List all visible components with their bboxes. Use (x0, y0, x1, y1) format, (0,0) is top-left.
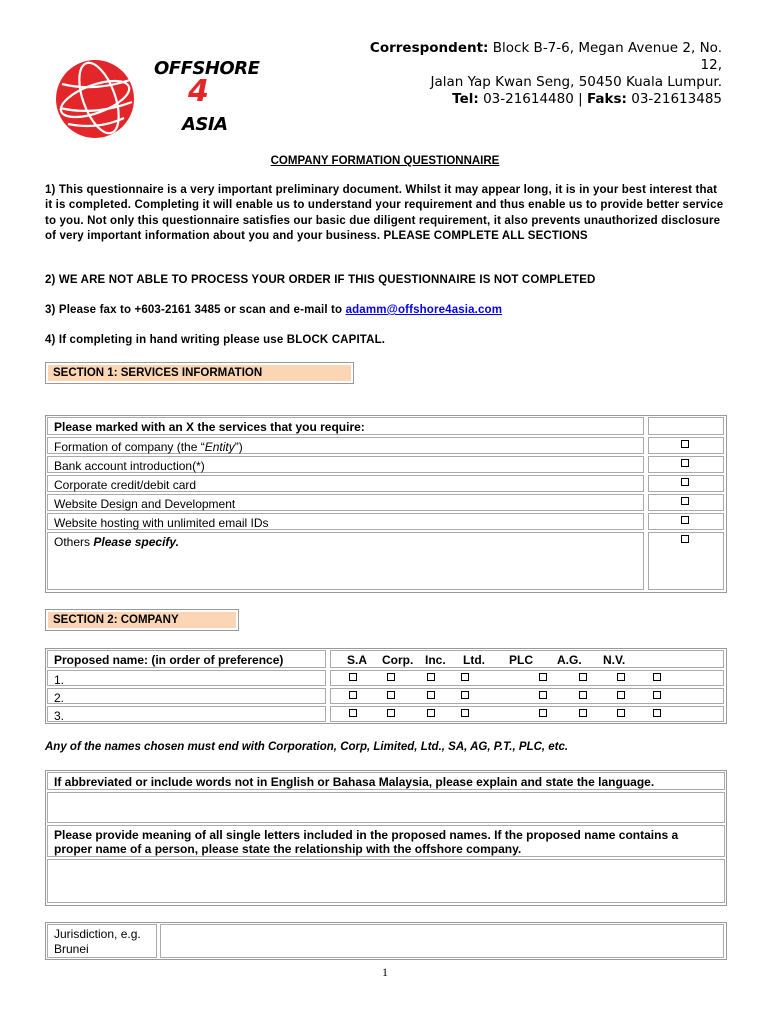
service-checkbox[interactable] (681, 459, 689, 467)
meaning-question: Please provide meaning of all single letters included in the proposed names. If the proposed name contains a proper name of a person, please state the relationship with the offshore company. (47, 825, 725, 857)
separator: | (578, 91, 583, 107)
suffix-checkbox[interactable] (617, 691, 625, 699)
logo-word-offshore: OFFSHORE (154, 58, 260, 79)
suffix-checkbox[interactable] (427, 691, 435, 699)
fax-value: 03-21613485 (631, 91, 722, 107)
fax-label: Faks: (586, 91, 627, 107)
jurisdiction-input[interactable] (160, 924, 724, 958)
meaning-answer-field[interactable] (47, 859, 725, 903)
logo-word-asia: ASIA (182, 114, 228, 135)
address-line-2: 12, (700, 57, 722, 73)
suffix-type: N.V. (603, 653, 626, 667)
suffix-checkbox[interactable] (653, 691, 661, 699)
service-checkbox[interactable] (681, 497, 689, 505)
names-note: Any of the names chosen must end with Corporation, Corp, Limited, Ltd., SA, AG, P.T., PLC, etc. (45, 741, 569, 753)
instruction-1: 1) This questionnaire is a very important preliminary document. Whilst it may appear long, it is in your best interest that it is completed. Completing it will enable us to understand your requirement and thus enable us to provide better service to you. Not only this questionnaire satisfies our basic due diligent requirement, it also prevents unauthorized disclosure of very important information about you and your business. PLEASE COMPLETE ALL SECTIONS (45, 184, 724, 242)
proposed-name-input[interactable]: 2. (47, 688, 326, 704)
suffix-type: Ltd. (463, 653, 485, 667)
suffix-checkbox[interactable] (579, 691, 587, 699)
proposed-names-table (45, 648, 727, 724)
suffix-checkbox-row (330, 706, 724, 722)
service-checkbox-cell (648, 494, 724, 511)
suffix-checkbox[interactable] (539, 673, 547, 681)
suffix-checkbox[interactable] (349, 691, 357, 699)
suffix-checkbox[interactable] (387, 709, 395, 717)
email-link[interactable]: adamm@offshore4asia.com (345, 304, 503, 316)
service-checkbox-cell (648, 475, 724, 492)
suffix-type: S.A (347, 653, 368, 667)
section-2-label: SECTION 2: COMPANY (45, 609, 239, 631)
suffix-checkbox[interactable] (461, 673, 469, 681)
correspondent-label: Correspondent: (369, 40, 489, 56)
suffix-checkbox[interactable] (461, 709, 469, 717)
instruction-4: 4) If completing in hand writing please use BLOCK CAPITAL. (45, 334, 386, 346)
suffix-checkbox[interactable] (427, 709, 435, 717)
globe-icon (54, 58, 136, 140)
service-checkbox-cell (648, 456, 724, 473)
jurisdiction-table (45, 922, 727, 960)
instruction-3-text: 3) Please fax to +603-2161 3485 or scan and e-mail to (45, 304, 343, 316)
suffix-checkbox-row (330, 670, 724, 686)
company-logo (54, 58, 269, 143)
address-line-3: Jalan Yap Kwan Seng, 50450 Kuala Lumpur. (430, 74, 722, 90)
suffix-checkbox[interactable] (653, 709, 661, 717)
suffix-checkbox[interactable] (617, 709, 625, 717)
service-checkbox-cell (648, 532, 724, 590)
suffix-checkbox[interactable] (579, 673, 587, 681)
suffix-type: A.G. (557, 653, 582, 667)
services-header-checkbox-column (648, 417, 724, 435)
services-table (45, 415, 727, 593)
service-item: Website Design and Development (47, 494, 644, 511)
tel-label: Tel: (452, 91, 479, 107)
service-item: Bank account introduction(*) (47, 456, 644, 473)
suffix-header-row (330, 650, 724, 668)
service-checkbox[interactable] (681, 516, 689, 524)
suffix-checkbox[interactable] (349, 673, 357, 681)
suffix-checkbox-row (330, 688, 724, 704)
name-explanation-table (45, 770, 727, 906)
proposed-name-input[interactable]: 3. (47, 706, 326, 722)
suffix-checkbox[interactable] (617, 673, 625, 681)
instruction-3 (45, 303, 725, 318)
suffix-checkbox[interactable] (387, 691, 395, 699)
suffix-type: Inc. (425, 653, 446, 667)
suffix-type: Corp. (382, 653, 414, 667)
service-checkbox-cell (648, 513, 724, 530)
correspondent-address (342, 40, 722, 114)
suffix-checkbox[interactable] (461, 691, 469, 699)
suffix-checkbox[interactable] (579, 709, 587, 717)
service-checkbox[interactable] (681, 535, 689, 543)
service-item: Website hosting with unlimited email IDs (47, 513, 644, 530)
jurisdiction-label: Jurisdiction, e.g. Brunei (47, 924, 157, 958)
suffix-checkbox[interactable] (387, 673, 395, 681)
suffix-type: PLC (509, 653, 533, 667)
abbrev-question: If abbreviated or include words not in English or Bahasa Malaysia, please explain and state the language. (47, 772, 725, 790)
page-title: COMPANY FORMATION QUESTIONNAIRE (270, 155, 500, 167)
suffix-checkbox[interactable] (349, 709, 357, 717)
address-line-1: Block B-7-6, Megan Avenue 2, No. (492, 40, 722, 56)
logo-number: 4 (188, 74, 209, 109)
service-item: Formation of company (the “Entity”) (47, 437, 644, 454)
service-item: Corporate credit/debit card (47, 475, 644, 492)
proposed-name-input[interactable]: 1. (47, 670, 326, 686)
service-item-others[interactable]: Others Please specify. (47, 532, 644, 590)
section-1-label: SECTION 1: SERVICES INFORMATION (45, 362, 354, 384)
services-header: Please marked with an X the services that you require: (47, 417, 644, 435)
abbrev-answer-field[interactable] (47, 792, 725, 823)
tel-value: 03-21614480 (483, 91, 574, 107)
suffix-checkbox[interactable] (539, 691, 547, 699)
proposed-name-header: Proposed name: (in order of preference) (47, 650, 326, 668)
service-checkbox[interactable] (681, 478, 689, 486)
suffix-checkbox[interactable] (539, 709, 547, 717)
page-number: 1 (382, 965, 388, 979)
service-checkbox[interactable] (681, 440, 689, 448)
suffix-checkbox[interactable] (427, 673, 435, 681)
instruction-2: 2) WE ARE NOT ABLE TO PROCESS YOUR ORDER IF THIS QUESTIONNAIRE IS NOT COMPLETED (45, 274, 596, 286)
suffix-checkbox[interactable] (653, 673, 661, 681)
service-checkbox-cell (648, 437, 724, 454)
